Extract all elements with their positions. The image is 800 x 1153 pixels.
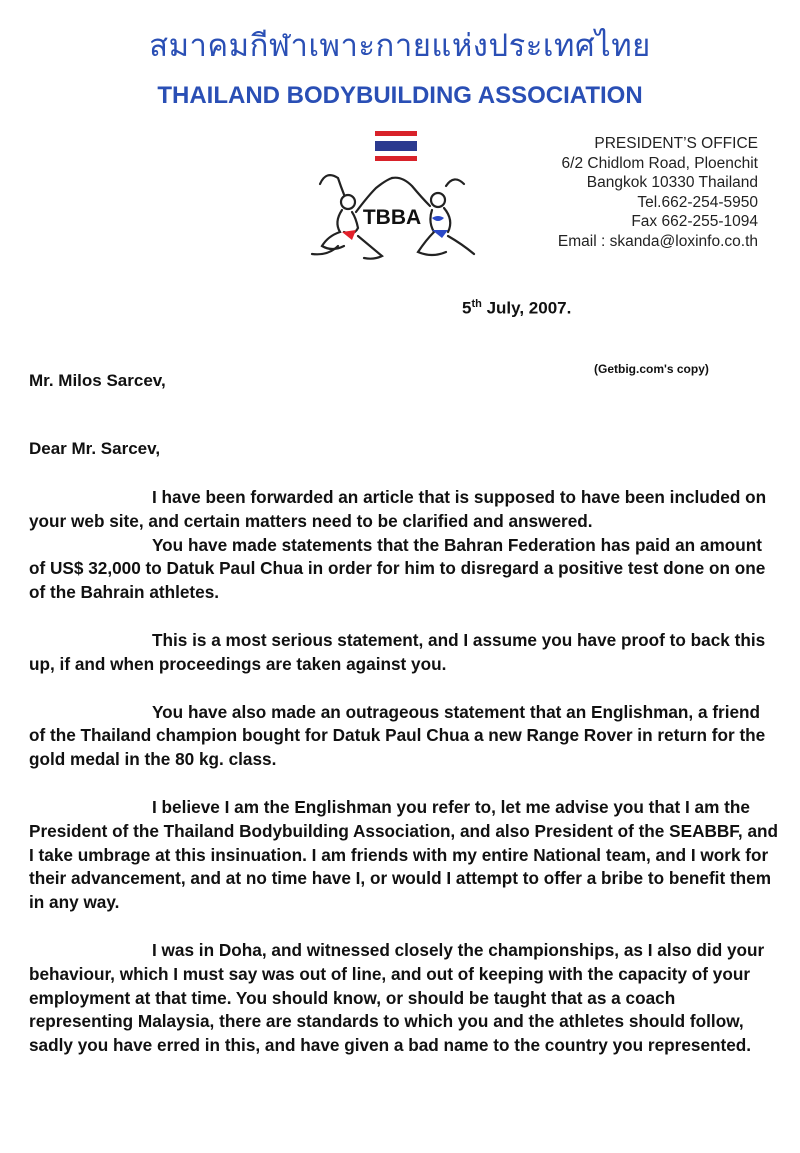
paragraph: I was in Doha, and witnessed closely the championships, as I also did your behaviour, which I must say was out of line, and out of keeping with the capacity of your employment at that time. You should know, or should be taught that as a coach representing Malaysia, there are standards to which you and the athletes should follow, sadly you have erred in this, and have given a bad name to the country you represented. [29, 939, 765, 1056]
salutation: Dear Mr. Sarcev, [29, 439, 161, 458]
thailand-flag-icon [375, 131, 417, 161]
tbba-bodybuilder-logo [298, 166, 486, 266]
paragraph: You have also made an outrageous statement that an Englishman, a friend of the Thailand champion bought for Datuk Paul Chua a new Range Rover in return for the gold medal in the 80 kg. class. [29, 701, 766, 770]
date-rest: July, 2007. [481, 298, 572, 318]
office-label: PRESIDENT’S OFFICE [594, 135, 758, 152]
president-office-address [558, 134, 758, 251]
copy-note: (Getbig.com's copy) [594, 362, 709, 376]
email: Email : skanda@loxinfo.co.th [557, 232, 758, 250]
paragraph: I believe I am the Englishman you refer to, let me advise you that I am the President of the Thailand Bodybuilding Association, and also President of the SEABBF, and I take umbrage at this insinuation. I am friends with my entire National team, and I work for their advancement, and at no time have I, or would I attempt to offer a bribe to benefit them in any way. [29, 796, 779, 913]
address-line-2: Bangkok 10330 Thailand [586, 174, 758, 191]
letter-body [29, 486, 781, 1058]
date-suffix: th [471, 298, 482, 310]
paragraph: This is a most serious statement, and I assume you have proof to back this up, if and when proceedings are taken against you. [29, 629, 766, 674]
letter-date [462, 298, 571, 319]
english-association-name: THAILAND BODYBUILDING ASSOCIATION [157, 82, 643, 109]
paragraph: You have made statements that the Bahran Federation has paid an amount of US$ 32,000 to Datuk Paul Chua in order for him to disregard a positive test done on one of the Bahrain athletes. [29, 534, 766, 603]
address-line-1: 6/2 Chidlom Road, Ploenchit [561, 154, 758, 172]
paragraph: I have been forwarded an article that is supposed to have been included on your web site, and certain matters need to be clarified and answered. [29, 487, 767, 531]
fax: Fax 662-255-1094 [631, 213, 758, 230]
recipient: Mr. Milos Sarcev, [29, 371, 166, 390]
thai-association-name: สมาคมกีฬาเพาะกายแห่งประเทศไทย [149, 28, 651, 64]
date-day: 5 [462, 298, 472, 318]
telephone: Tel.662-254-5950 [637, 193, 758, 211]
logo-text: TBBA [362, 206, 422, 229]
